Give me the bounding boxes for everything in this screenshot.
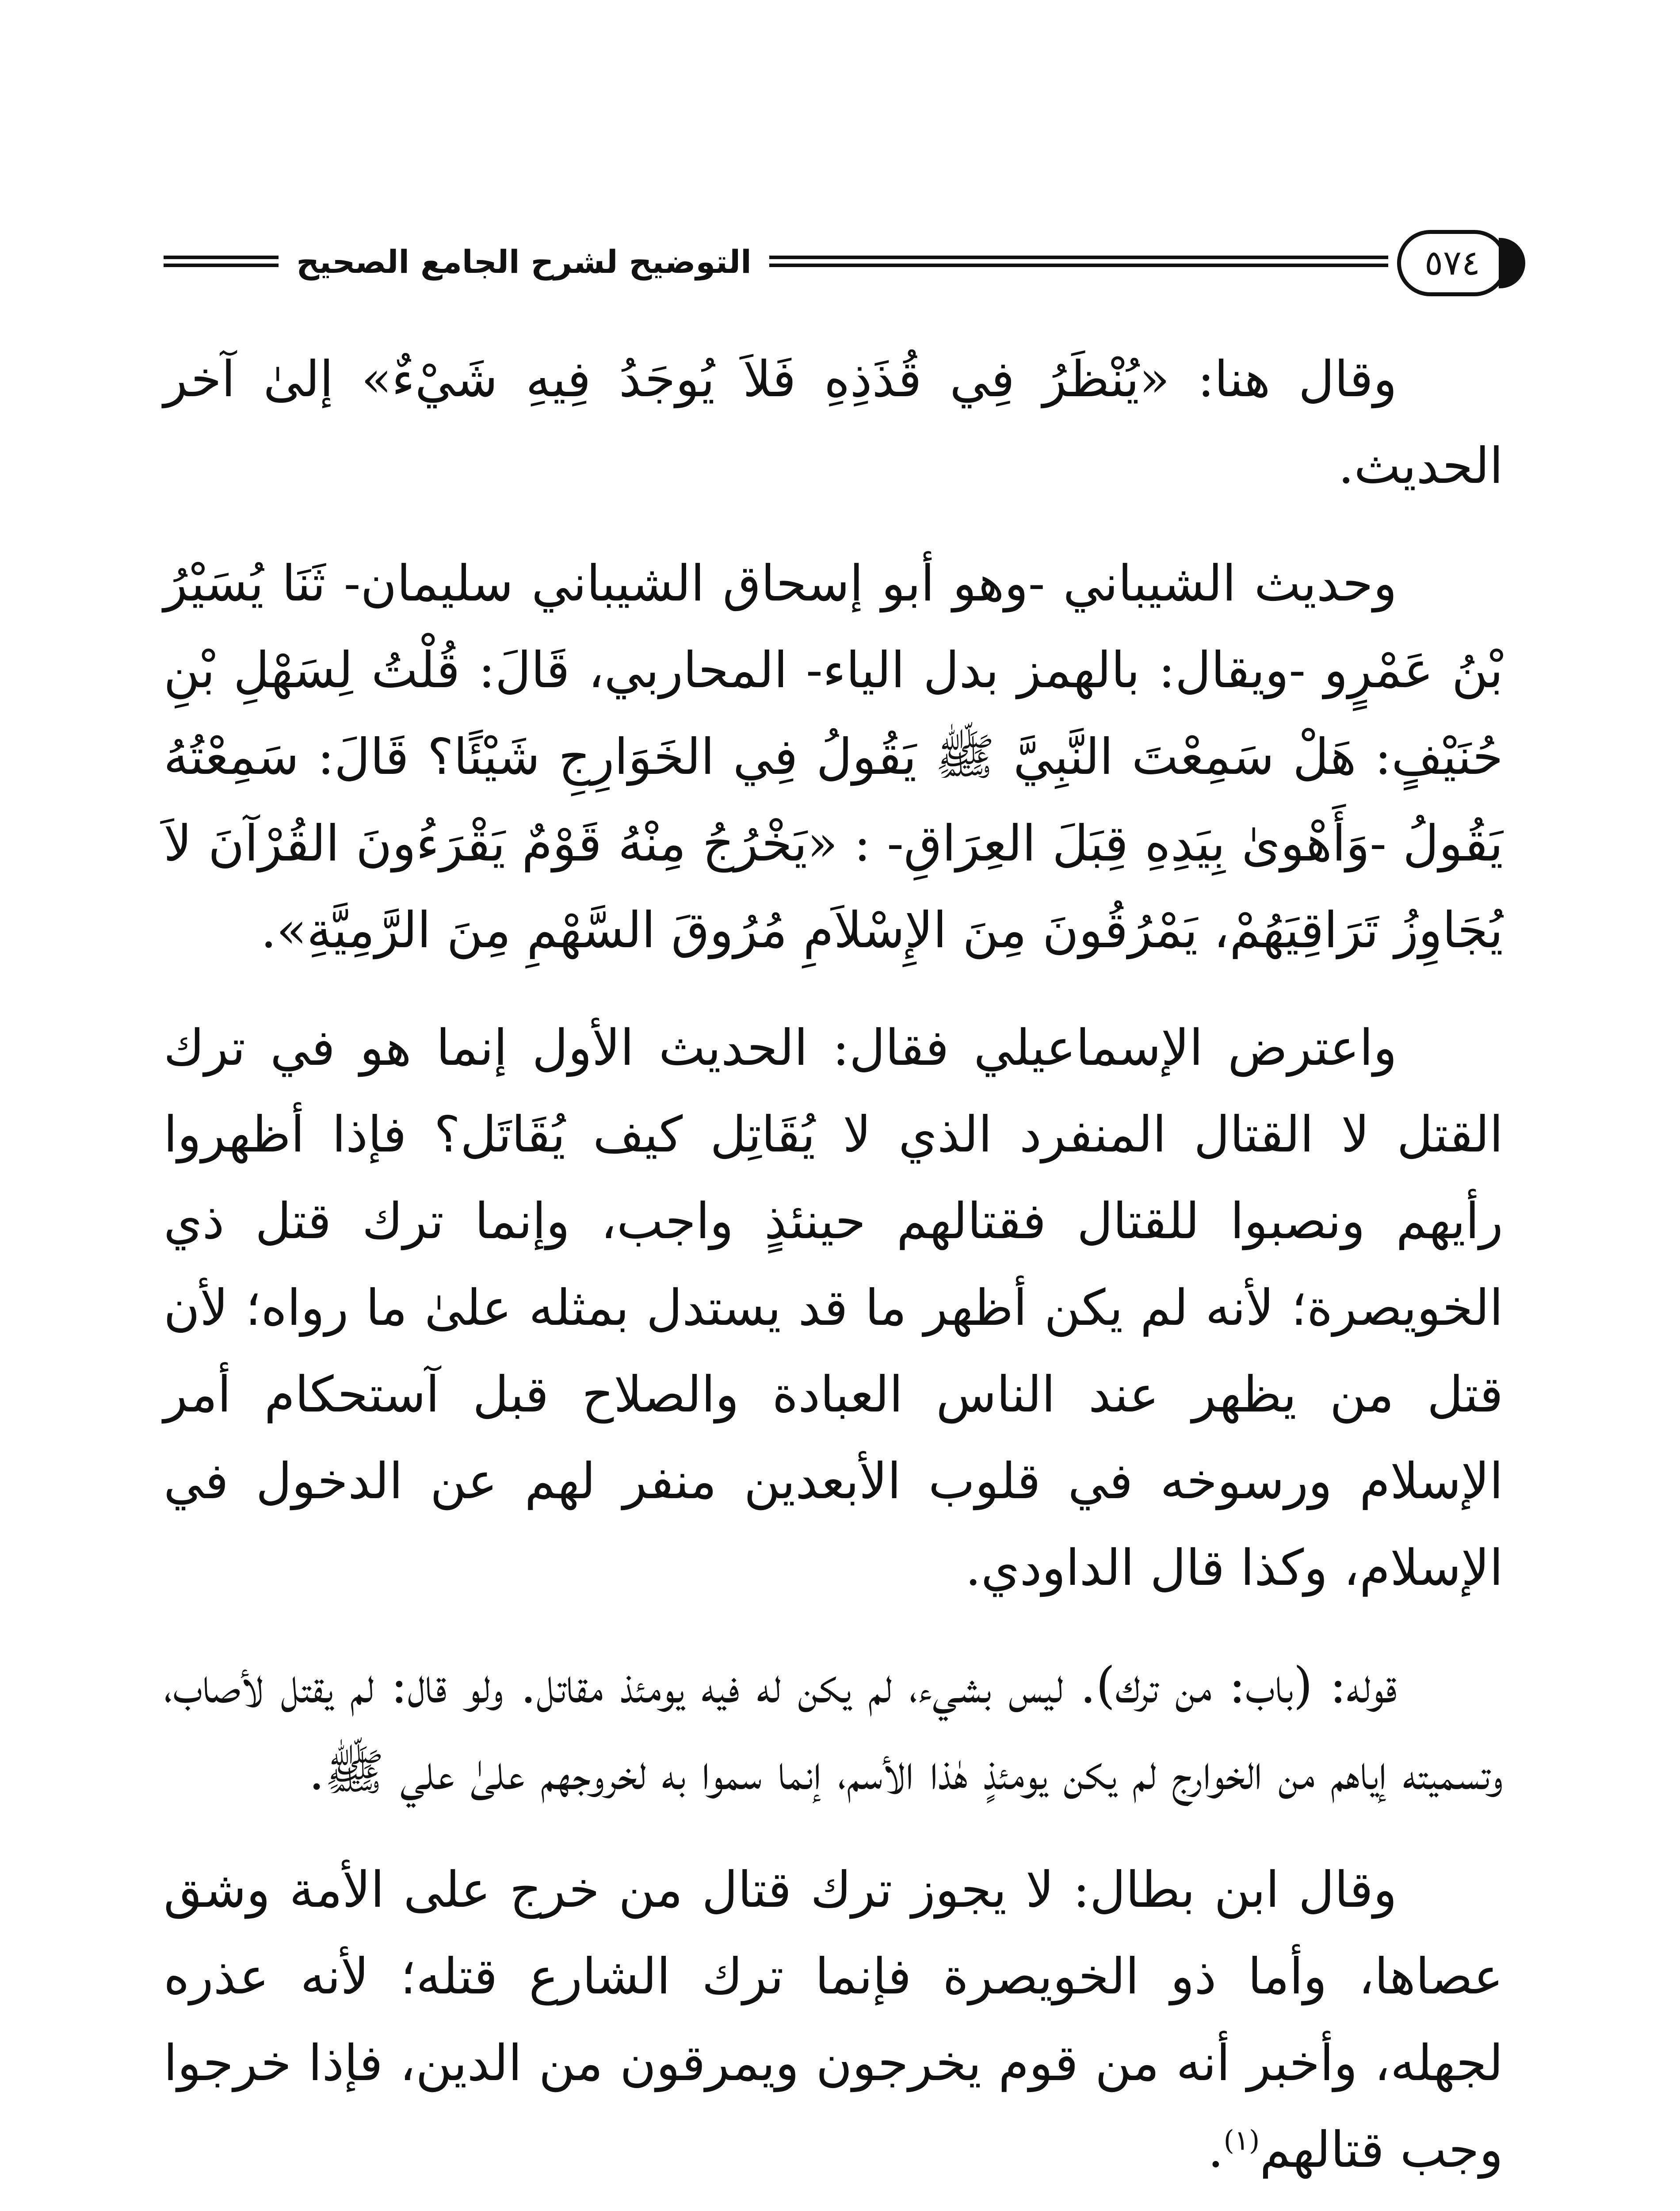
header-title: التوضيح لشرح الجامع الصحيح — [296, 243, 752, 280]
header-rule-right — [1499, 256, 1521, 267]
footnote-reference: (١) — [1223, 2124, 1260, 2157]
header-rule-left — [164, 256, 279, 267]
paragraph-5-end: . — [1208, 2121, 1224, 2179]
paragraph-1: وقال هنا: «يُنْظَرُ فِي قُذَذِهِ فَلاَ يُوجَدُ فِيهِ شَيْءٌ» إلىٰ آخر الحديث. — [164, 351, 1503, 495]
paragraph-5-text: وقال ابن بطال: لا يجوز ترك قتال من خرج على الأمة وشق عصاها، وأما ذو الخويصرة فإنما ترك الشارع قتله؛ لأنه عذره لجهله، وأخبر أنه من قوم يخرجون ويمرقون من الدين، فإذا خرجوا وجب قتالهم — [164, 1861, 1504, 2179]
running-header — [164, 230, 1516, 310]
header-rule-middle — [769, 256, 1388, 267]
page-number: ٥٧٤ — [1397, 230, 1508, 296]
paragraph-3: واعترض الإسماعيلي فقال: الحديث الأول إنما هو في ترك القتل لا القتال المنفرد الذي لا يُقَاتِل كيف يُقَاتَل؟ فإذا أظهروا رأيهم ونصبوا للقتال فقتالهم حينئذٍ واجب، وإنما ترك قتل ذي الخويصرة؛ لأنه لم يكن أظهر ما قد يستدل بمثله علىٰ ما رواه؛ لأن قتل من يظهر عند الناس العبادة والصلاح قبل آستحكام أمر الإسلام ورسوخه في قلوب الأبعدين منفر لهم عن الدخول في الإسلام، وكذا قال الداودي. — [164, 1019, 1504, 1597]
paragraph-4: قوله: (باب: من ترك). ليس بشيء، لم يكن له فيه يومئذ مقاتل. ولو قال: لم يقتل لأصاب، وتسميته إياهم من الخوارج لم يكن يومئذٍ هٰذا الأسم، إنما سموا به لخروجهم علىٰ علي ﷺ. — [164, 1657, 1503, 1801]
main-text — [164, 336, 1503, 2211]
paragraph-2: وحديث الشيباني -وهو أبو إسحاق الشيباني سليمان- ثَنَا يُسَيْرُ بْنُ عَمْرٍو -ويقال: بالهمز بدل الياء- المحاربي، قَالَ: قُلْتُ لِسَهْلِ بْنِ حُنَيْفٍ: هَلْ سَمِعْتَ النَّبِيَّ ﷺ يَقُولُ فِي الخَوَارِجِ شَيْئًا؟ قَالَ: سَمِعْتُهُ يَقُولُ -وَأَهْوىٰ بِيَدِهِ قِبَلَ العِرَاقِ- : «يَخْرُجُ مِنْهُ قَوْمٌ يَقْرَءُونَ القُرْآنَ لاَ يُجَاوِزُ تَرَاقِيَهُمْ، يَمْرُقُونَ مِنَ الإِسْلاَمِ مُرُوقَ السَّهْمِ مِنَ الرَّمِيَّةِ». — [164, 555, 1504, 959]
paragraph-5 — [164, 1847, 1503, 2193]
